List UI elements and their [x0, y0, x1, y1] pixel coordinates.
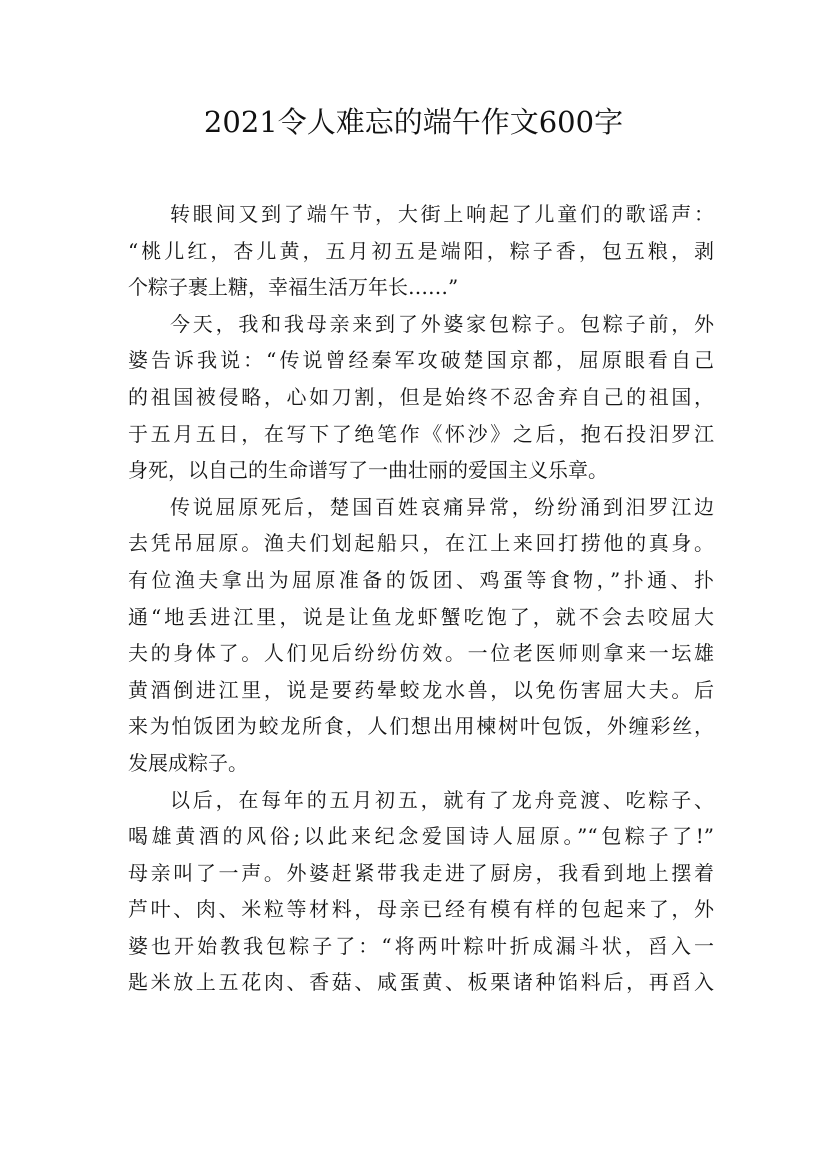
paragraph-line: 有位渔夫拿出为屈原准备的饭团、鸡蛋等食物，”扑通、扑 — [128, 567, 714, 592]
paragraph-line: 个粽子裹上糖，幸福生活万年长……” — [128, 275, 459, 300]
paragraph-line: 来为怕饭团为蛟龙所食，人们想出用楝树叶包饭，外缠彩丝， — [128, 714, 714, 739]
paragraph-line: 母亲叫了一声。外婆赶紧带我走进了厨房，我看到地上摆着 — [128, 860, 714, 885]
paragraph-line: 黄酒倒进江里，说是要药晕蛟龙水兽，以免伤害屈大夫。后 — [128, 677, 714, 702]
paragraph-line: 于五月五日，在写下了绝笔作《怀沙》之后，抱石投汨罗江 — [128, 421, 714, 446]
paragraph-line: 匙米放上五花肉、香菇、咸蛋黄、板栗诸种馅料后，再舀入 — [128, 970, 714, 995]
paragraph-line: 婆也开始教我包粽子了：“将两叶粽叶折成漏斗状，舀入一 — [128, 933, 714, 958]
paragraph-line: 芦叶、肉、米粒等材料，母亲已经有模有样的包起来了，外 — [128, 897, 714, 922]
paragraph-line: 发展成粽子。 — [128, 750, 248, 775]
paragraph-line: 婆告诉我说：“传说曾经秦军攻破楚国京都，屈原眼看自己 — [128, 348, 714, 373]
paragraph-line: 以后，在每年的五月初五，就有了龙舟竞渡、吃粽子、 — [170, 787, 714, 812]
essay-body — [128, 196, 714, 1001]
paragraph-line: 通“地丢进江里，说是让鱼龙虾蟹吃饱了，就不会去咬屈大 — [128, 604, 714, 629]
paragraph-line: 身死，以自己的生命谱写了一曲壮丽的爱国主义乐章。 — [128, 458, 608, 483]
paragraph-line: “桃儿红，杏儿黄，五月初五是端阳，粽子香，包五粮，剥 — [128, 238, 714, 263]
paragraph-line: 转眼间又到了端午节，大街上响起了儿童们的歌谣声： — [170, 202, 714, 226]
paragraph-line: 今天，我和我母亲来到了外婆家包粽子。包粽子前，外 — [170, 311, 714, 336]
paragraph-line: 去凭吊屈原。渔夫们划起船只，在江上来回打捞他的真身。 — [128, 531, 714, 556]
paragraph-line: 夫的身体了。人们见后纷纷仿效。一位老医师则拿来一坛雄 — [128, 641, 714, 666]
paragraph-line: 的祖国被侵略，心如刀割，但是始终不忍舍弃自己的祖国， — [128, 384, 714, 409]
paragraph-line: 传说屈原死后，楚国百姓哀痛异常，纷纷涌到汨罗江边 — [170, 494, 714, 519]
paragraph-line: 喝雄黄酒的风俗;以此来纪念爱国诗人屈原。”“包粽子了!” — [128, 824, 714, 849]
page-title: 2021令人难忘的端午作文600字 — [203, 105, 624, 139]
